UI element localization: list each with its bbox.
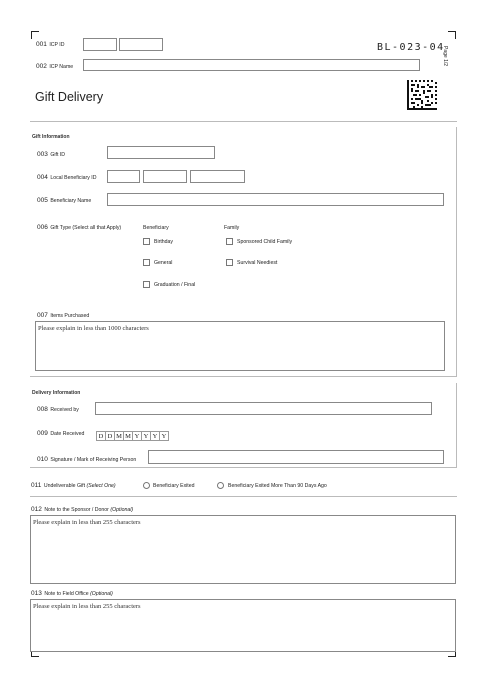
datamatrix-barcode-icon <box>407 80 437 110</box>
beneficiary-exited-90-days-radio[interactable] <box>217 482 224 489</box>
corner-mark-top-left <box>31 31 39 39</box>
sponsored-child-family-label: Sponsored Child Family <box>237 239 293 245</box>
birthday-label: Birthday <box>154 239 174 245</box>
sponsored-child-family-checkbox[interactable] <box>226 238 233 245</box>
beneficiary-exited-radio[interactable] <box>143 482 150 489</box>
page-title: Gift Delivery <box>35 90 104 104</box>
icp-name-label: 002 ICP Name <box>36 63 74 70</box>
local-beneficiary-id-field-1[interactable] <box>107 170 140 183</box>
document-code: BL-023-04 <box>377 42 445 53</box>
date-cell-day-2[interactable]: D <box>105 431 115 441</box>
note-to-field-office-label: 013 Note to Field Office (Optional) <box>31 590 113 597</box>
graduation-final-label: Graduation / Final <box>154 282 196 288</box>
delivery-information-heading: Delivery Information <box>32 390 81 396</box>
date-cell-year-1[interactable]: Y <box>132 431 142 441</box>
undeliverable-gift-label: 011 Undeliverable Gift (Select One) <box>31 482 116 489</box>
general-label: General <box>154 260 173 266</box>
date-received-label: 009 Date Received <box>37 430 85 437</box>
signature-label: 010 Signature / Mark of Receiving Person <box>37 456 137 463</box>
gift-type-label: 006 Gift Type (Select all that Apply) <box>37 224 122 231</box>
icp-name-field[interactable] <box>83 59 420 71</box>
undeliverable-divider <box>30 496 457 497</box>
date-cell-month-2[interactable]: M <box>123 431 133 441</box>
date-cell-year-3[interactable]: Y <box>150 431 160 441</box>
header-divider <box>30 121 457 122</box>
local-beneficiary-id-field-2[interactable] <box>143 170 187 183</box>
note-to-sponsor-label: 012 Note to the Sponsor / Donor (Optional) <box>31 506 134 513</box>
items-purchased-textarea[interactable]: Please explain in less than 1000 characters <box>35 321 445 371</box>
gift-type-beneficiary-heading: Beneficiary <box>143 225 169 231</box>
date-cell-year-2[interactable]: Y <box>141 431 151 441</box>
birthday-checkbox[interactable] <box>143 238 150 245</box>
general-checkbox[interactable] <box>143 259 150 266</box>
beneficiary-exited-90-days-label: Beneficiary Exited More Than 90 Days Ago <box>228 483 327 489</box>
local-beneficiary-id-field-3[interactable] <box>190 170 245 183</box>
local-beneficiary-id-label: 004 Local Beneficiary ID <box>37 174 97 181</box>
date-cell-month-1[interactable]: M <box>114 431 124 441</box>
date-received-field[interactable] <box>96 425 168 443</box>
page-number: Page 1/2 <box>442 46 448 67</box>
received-by-label: 008 Received by <box>37 406 79 413</box>
survival-neediest-label: Survival Neediest <box>237 260 278 266</box>
beneficiary-exited-label: Beneficiary Exited <box>153 483 195 489</box>
gift-information-heading: Gift Information <box>32 134 70 140</box>
items-purchased-label: 007 Items Purchased <box>37 312 90 319</box>
beneficiary-name-field[interactable] <box>107 193 444 206</box>
icp-id-field-2[interactable] <box>119 38 163 51</box>
icp-id-label: 001 ICP ID <box>36 41 65 48</box>
gift-id-field[interactable] <box>107 146 215 159</box>
beneficiary-name-label: 005 Beneficiary Name <box>37 197 92 204</box>
note-to-sponsor-textarea[interactable]: Please explain in less than 255 characters <box>30 515 456 584</box>
gift-id-label: 003 Gift ID <box>37 151 66 158</box>
corner-mark-top-right <box>448 31 456 39</box>
gift-type-family-heading: Family <box>224 225 240 231</box>
graduation-final-checkbox[interactable] <box>143 281 150 288</box>
date-cell-day-1[interactable]: D <box>96 431 106 441</box>
icp-id-field-1[interactable] <box>83 38 117 51</box>
received-by-field[interactable] <box>95 402 432 415</box>
note-to-field-office-textarea[interactable]: Please explain in less than 255 characters <box>30 599 456 652</box>
survival-neediest-checkbox[interactable] <box>226 259 233 266</box>
date-cell-year-4[interactable]: Y <box>159 431 169 441</box>
signature-field[interactable] <box>148 450 444 464</box>
